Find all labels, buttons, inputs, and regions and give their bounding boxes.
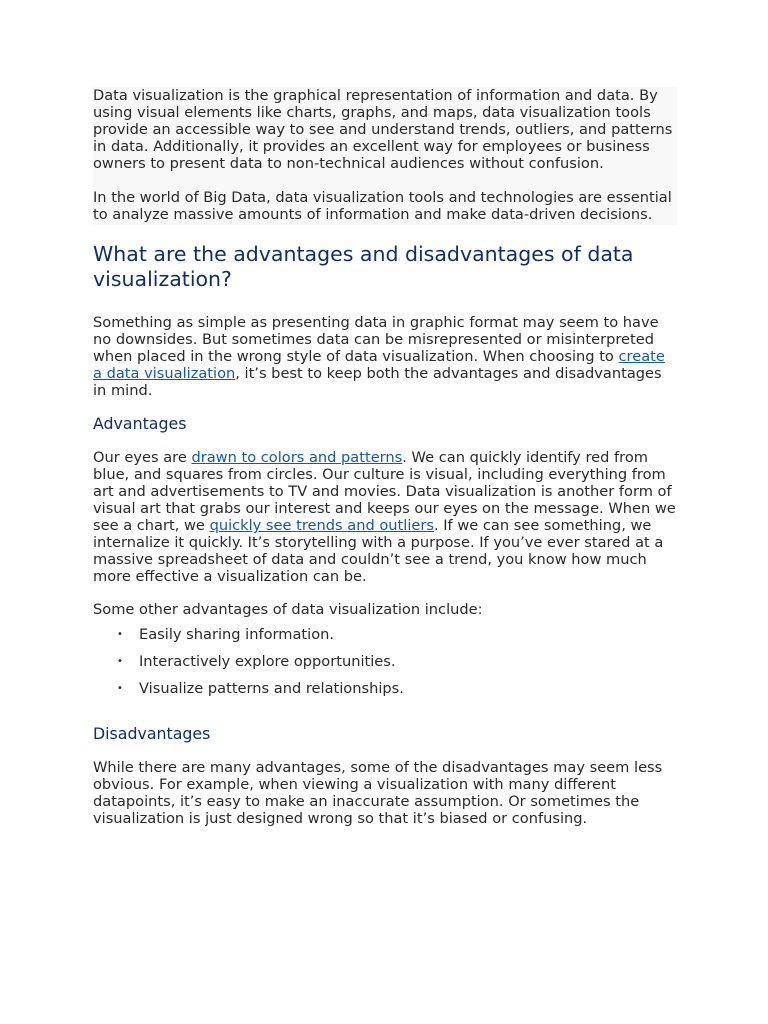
bullet-icon: • <box>117 629 123 640</box>
create-visualization-link[interactable]: create a data visualization <box>93 348 665 382</box>
section-intro-text-1: Something as simple as presenting data in graphic format may seem to have no downsides. But sometimes data can be misrepresented or misinterpreted when placed in the wrong style of data visualization. When choosing to <box>93 314 659 365</box>
bullet-icon: • <box>117 656 123 667</box>
advantages-text-2: . We can quickly identify red from blue, and squares from circles. Our culture is visual, including everything from art and advertisements to TV and movies. Data visualization is another form of visual art that grabs our interest and keeps our eyes on the message. When we see a chart, we <box>93 449 676 534</box>
advantages-paragraph <box>93 449 677 585</box>
intro-block <box>93 87 677 225</box>
intro-paragraph-1: Data visualization is the graphical representation of information and data. By using visual elements like charts, graphs, and maps, data visualization tools provide an accessible way to see and understand trends, outliers, and patterns in data. Additionally, it provides an excellent way for employees or business owners to present data to non-technical audiences without confusion. <box>93 87 673 172</box>
colors-patterns-link[interactable]: drawn to colors and patterns <box>191 449 403 466</box>
disadvantages-paragraph: While there are many advantages, some of the disadvantages may seem less obvious. For example, when viewing a visualization with many different datapoints, it’s easy to make an inaccurate assumption. Or sometimes the visualization is just designed wrong so that it’s biased or confusing. <box>93 759 663 827</box>
advantages-heading: Advantages <box>93 414 187 433</box>
bullet-icon: • <box>117 683 123 694</box>
list-item-text: Visualize patterns and relationships. <box>139 680 404 697</box>
intro-paragraph-2: In the world of Big Data, data visualization tools and technologies are essential to analyze massive amounts of information and make data-driven decisions. <box>93 189 672 223</box>
disadvantages-heading: Disadvantages <box>93 724 211 743</box>
list-item <box>117 653 677 670</box>
other-advantages-intro: Some other advantages of data visualization include: <box>93 601 483 618</box>
article <box>93 87 677 827</box>
advantages-list <box>93 626 677 697</box>
list-item <box>117 680 677 697</box>
list-item-text: Easily sharing information. <box>139 626 335 643</box>
trends-outliers-link[interactable]: quickly see trends and outliers <box>209 517 434 534</box>
section-intro-paragraph <box>93 314 677 399</box>
list-item <box>117 626 677 643</box>
advantages-text-1: Our eyes are <box>93 449 192 466</box>
main-heading: What are the advantages and disadvantages of data visualization? <box>93 242 634 291</box>
section-intro-text-2: , it’s best to keep both the advantages and disadvantages in mind. <box>93 365 662 399</box>
advantages-text-3: . If we can see something, we internalize it quickly. It’s storytelling with a purpose. If you’ve ever stared at a massive spreadsheet of data and couldn’t see a trend, you know how much more effective a visualization can be. <box>93 517 664 585</box>
list-item-text: Interactively explore opportunities. <box>139 653 396 670</box>
